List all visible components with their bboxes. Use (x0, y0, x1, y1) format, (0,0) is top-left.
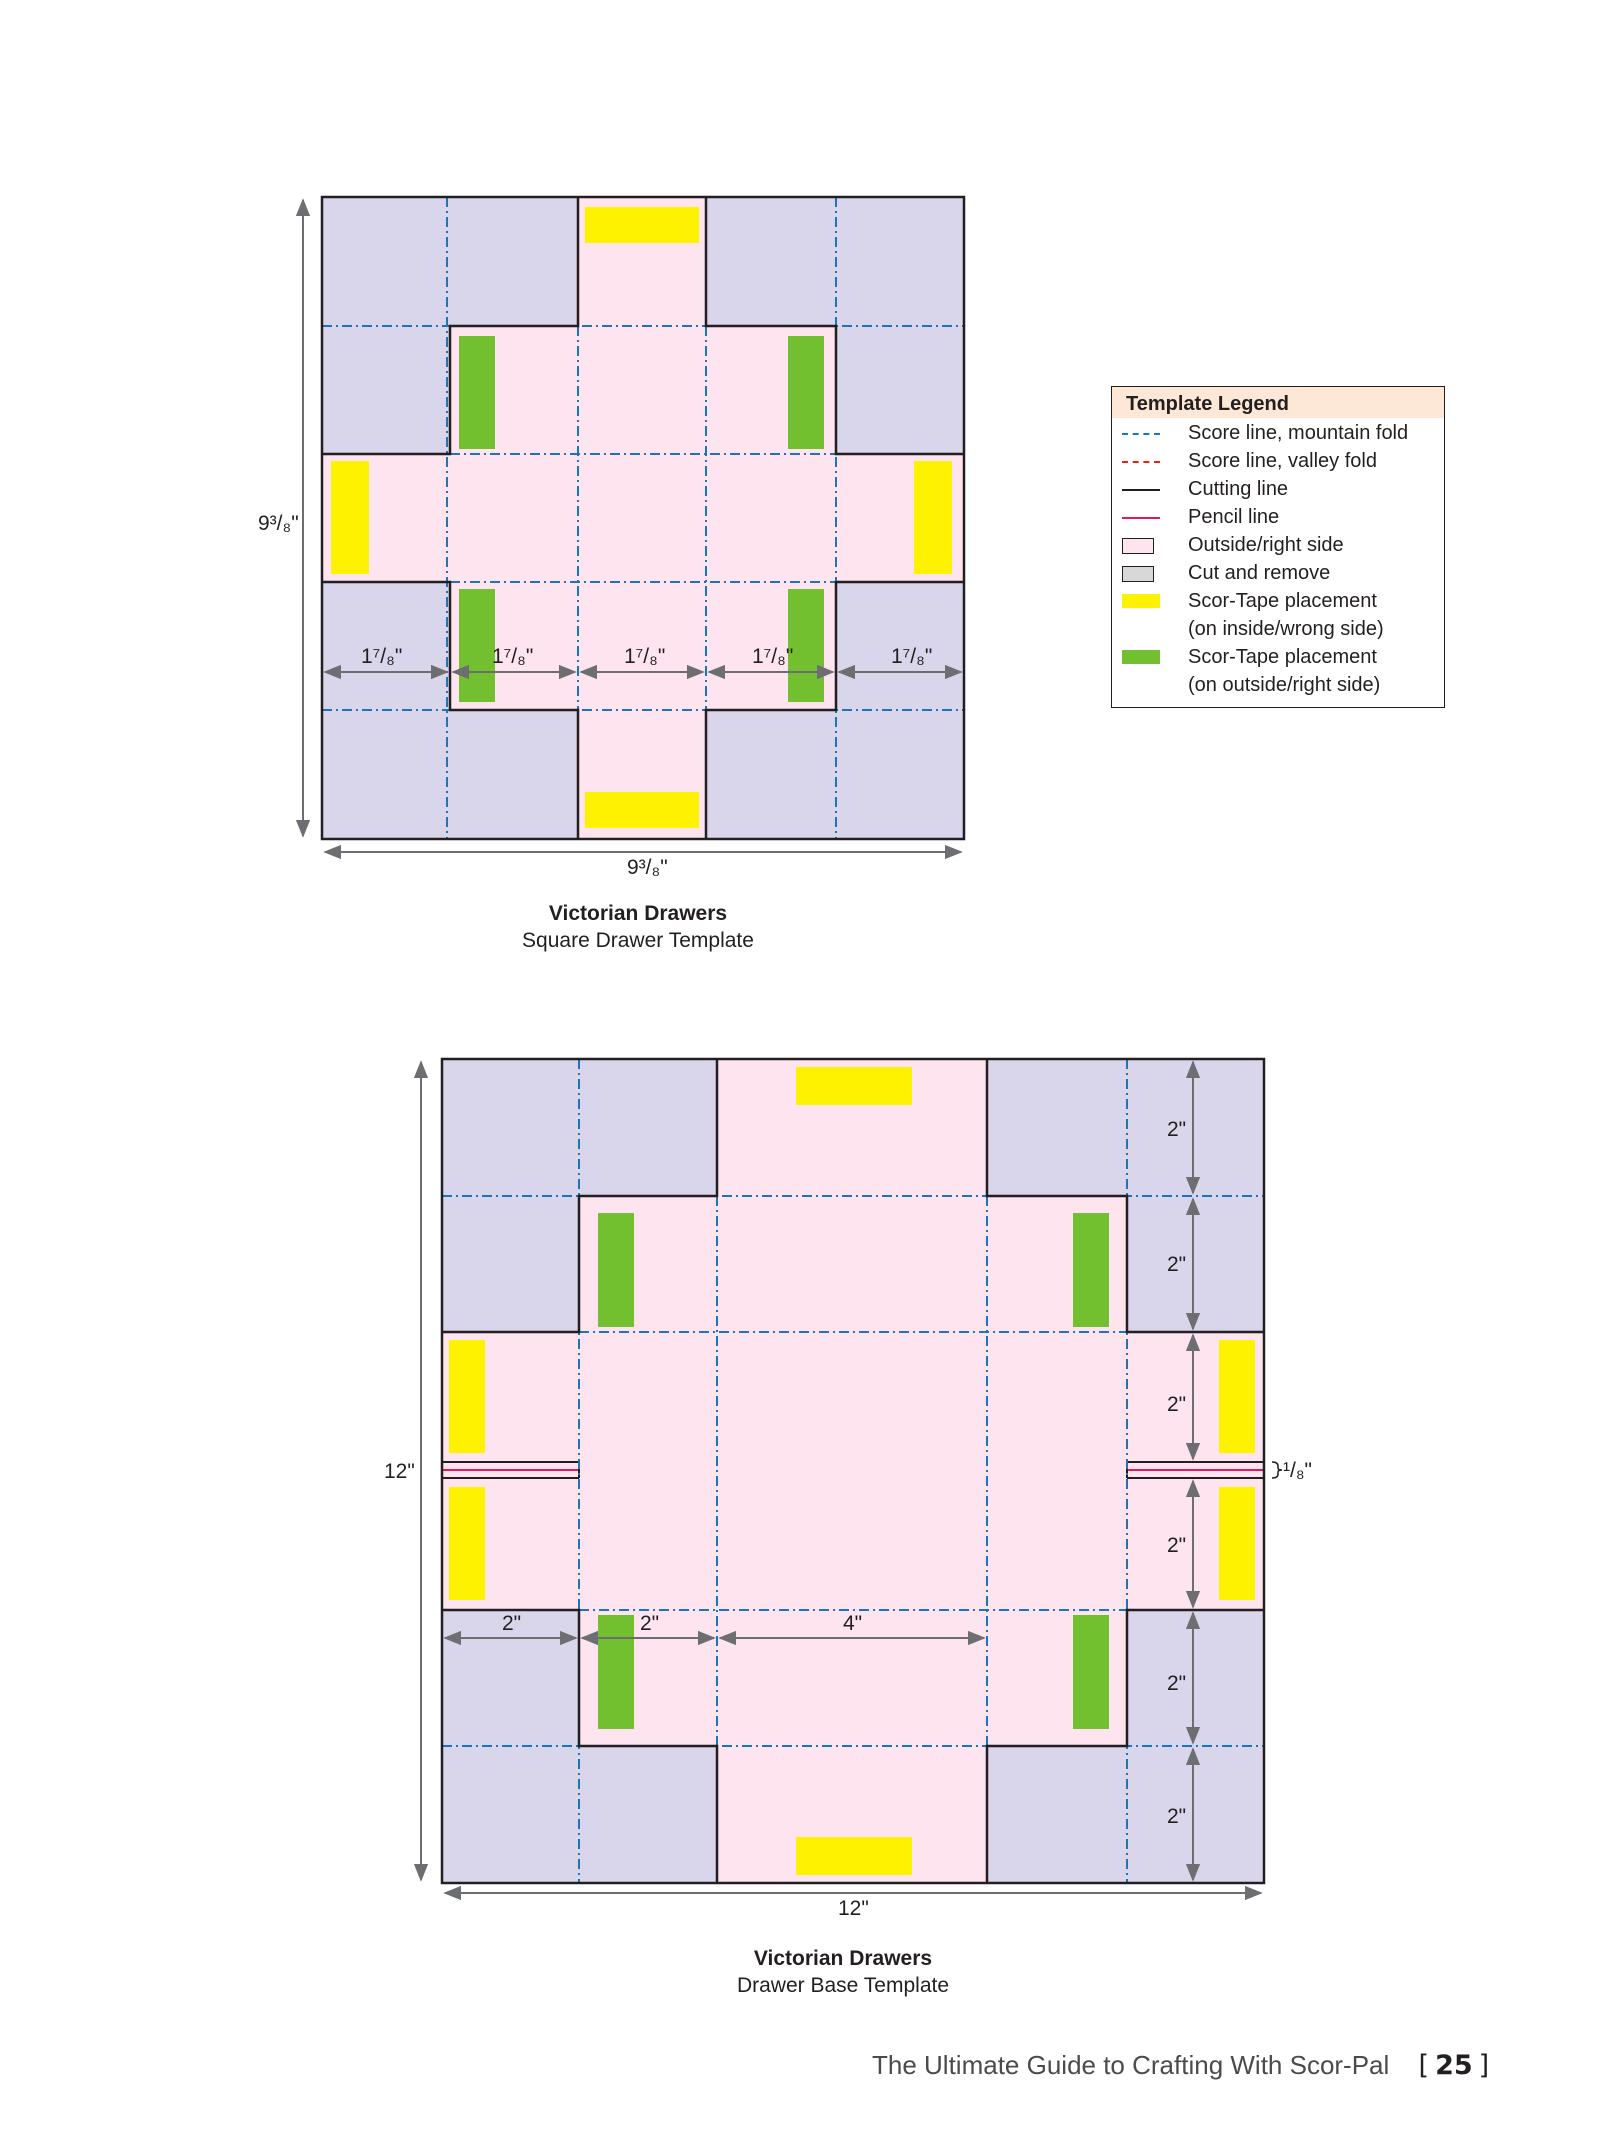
legend-label: Scor-Tape placement (1188, 646, 1377, 668)
legend-row (1112, 419, 1444, 447)
legend-row (1112, 643, 1444, 671)
square-section-label-2: 1⁷/₈" (492, 645, 534, 668)
square-width-label: 9³/₈" (627, 856, 668, 879)
legend-label: (on outside/right side) (1188, 674, 1381, 696)
legend-cutting-line-swatch (1122, 489, 1160, 491)
base-tape-green-bottom-left (598, 1615, 634, 1729)
base-template-title: Victorian Drawers (753, 1947, 933, 1970)
page-number: 25 (1435, 2050, 1473, 2081)
legend-label: Score line, valley fold (1188, 450, 1377, 472)
template-legend (1111, 386, 1445, 708)
base-tape-green-bottom-right (1073, 1615, 1109, 1729)
base-tape-yellow-bottom (796, 1837, 912, 1875)
base-bottom-label-3: 4" (843, 1612, 863, 1635)
square-height-label: 9³/₈" (258, 512, 299, 535)
base-right-label-1: 2" (1167, 1118, 1187, 1141)
base-height-label: 12" (384, 1460, 415, 1483)
legend-row (1112, 531, 1444, 559)
legend-row (1112, 503, 1444, 531)
base-bottom-label-2: 2" (640, 1612, 660, 1635)
legend-label: Cut and remove (1188, 562, 1331, 584)
square-template-title: Victorian Drawers (548, 902, 728, 925)
square-drawer-template (258, 197, 964, 879)
legend-label: Cutting line (1188, 478, 1289, 500)
legend-mountain-fold-swatch (1122, 433, 1160, 435)
square-template-caption (448, 900, 828, 954)
base-width-label: 12" (838, 1897, 869, 1920)
legend-row (1112, 671, 1444, 699)
base-template-caption (653, 1945, 1033, 1999)
base-template-subtitle: Drawer Base Template (736, 1974, 950, 1997)
drawer-base-template (384, 1059, 1312, 1920)
legend-outside-swatch (1122, 538, 1154, 554)
legend-label: Scor-Tape placement (1188, 590, 1377, 612)
base-tape-yellow-right-upper (1219, 1340, 1255, 1453)
square-tape-green-bottom-right (788, 589, 824, 702)
square-section-label-3: 1⁷/₈" (624, 645, 666, 668)
base-tape-yellow-right-lower (1219, 1487, 1255, 1600)
legend-row (1112, 615, 1444, 643)
page-footer (872, 2050, 1489, 2081)
base-right-label-5: 2" (1167, 1672, 1187, 1695)
legend-label: (on inside/wrong side) (1188, 618, 1384, 640)
square-section-label-5: 1⁷/₈" (891, 645, 933, 668)
square-section-label-4: 1⁷/₈" (752, 645, 794, 668)
base-tape-yellow-left-lower (449, 1487, 485, 1600)
legend-yellow-tape-swatch (1122, 594, 1160, 608)
square-tape-green-top-right (788, 336, 824, 449)
square-tape-yellow-right (914, 461, 952, 574)
square-tape-yellow-left (331, 461, 369, 574)
legend-valley-fold-swatch (1122, 461, 1160, 463)
legend-row (1112, 475, 1444, 503)
base-right-label-4: 2" (1167, 1534, 1187, 1557)
square-template-subtitle: Square Drawer Template (522, 929, 754, 952)
page-number-group (1419, 2050, 1490, 2081)
base-right-label-6: 2" (1167, 1805, 1187, 1828)
square-pink-horizontal-band (322, 454, 964, 582)
base-right-label-2: 2" (1167, 1253, 1187, 1276)
legend-label: Outside/right side (1188, 534, 1344, 556)
legend-title: Template Legend (1112, 387, 1444, 418)
legend-pencil-line-swatch (1122, 517, 1160, 519)
bracket-close: ] (1478, 2050, 1490, 2081)
base-right-label-3: 2" (1167, 1393, 1187, 1416)
base-gap-brace (1272, 1462, 1282, 1478)
legend-label: Score line, mountain fold (1188, 422, 1409, 444)
base-tape-green-top-left (598, 1213, 634, 1327)
book-title: The Ultimate Guide to Crafting With Scor-Pal (872, 2050, 1390, 2080)
base-tape-yellow-left-upper (449, 1340, 485, 1453)
square-tape-green-top-left (459, 336, 495, 449)
base-gap-label: ¹/₈" (1283, 1459, 1312, 1482)
bracket-open: [ (1418, 2050, 1430, 2081)
base-tape-green-top-right (1073, 1213, 1109, 1327)
legend-row (1112, 559, 1444, 587)
legend-row (1112, 587, 1444, 615)
legend-cut-remove-swatch (1122, 566, 1154, 582)
legend-label: Pencil line (1188, 506, 1280, 528)
square-tape-yellow-bottom (585, 792, 699, 828)
base-bottom-label-1: 2" (502, 1612, 522, 1635)
square-tape-green-bottom-left (459, 589, 495, 702)
square-section-label-1: 1⁷/₈" (361, 645, 403, 668)
legend-row (1112, 447, 1444, 475)
square-tape-yellow-top (585, 207, 699, 243)
legend-green-tape-swatch (1122, 650, 1160, 664)
base-tape-yellow-top (796, 1067, 912, 1105)
